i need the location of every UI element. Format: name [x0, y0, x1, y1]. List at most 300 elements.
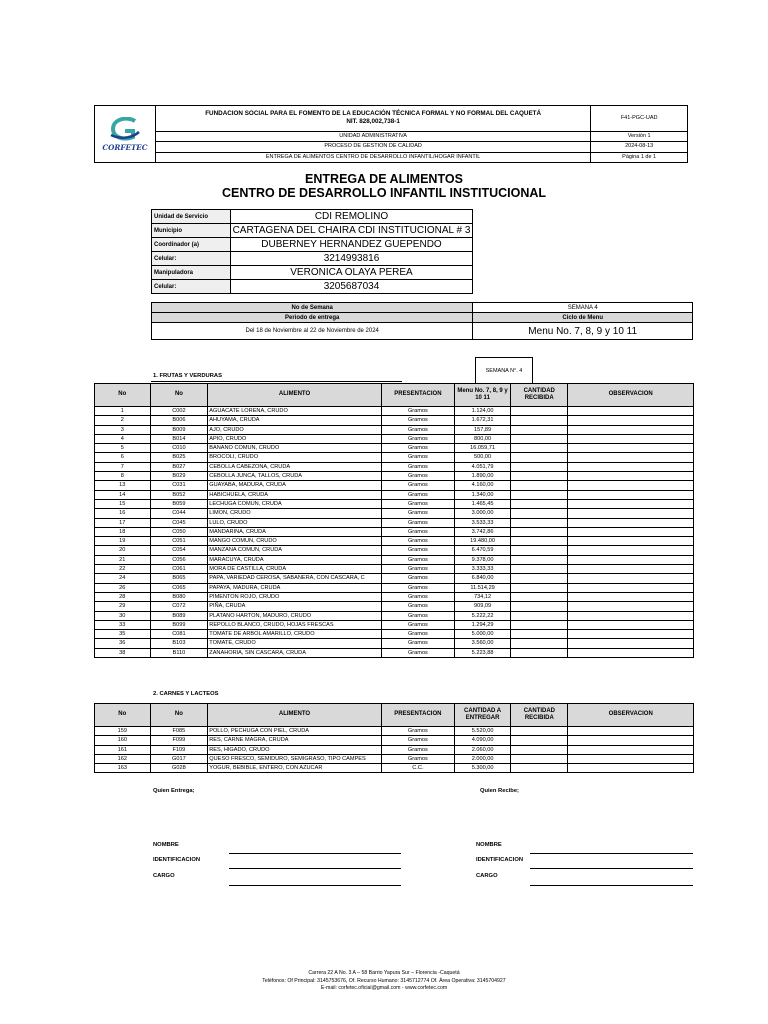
observation-cell[interactable]: [568, 499, 694, 508]
week-number-header: No de Semana: [152, 303, 473, 313]
row-number: 16: [95, 509, 151, 518]
observation-cell[interactable]: [568, 727, 694, 736]
column-header: OBSERVACION: [568, 704, 694, 727]
received-quantity-cell[interactable]: [511, 602, 568, 611]
info-value: CDI REMOLINO: [231, 210, 473, 224]
observation-cell[interactable]: [568, 736, 694, 745]
presentation: Gramos: [381, 574, 454, 583]
observation-cell[interactable]: [568, 462, 694, 471]
observation-cell[interactable]: [568, 592, 694, 601]
food-name: PAPAYA, MADURA, CRUDA: [208, 583, 382, 592]
column-header: OBSERVACION: [568, 384, 694, 407]
received-quantity-cell[interactable]: [511, 620, 568, 629]
table-row: [95, 462, 694, 471]
column-header: No: [95, 704, 151, 727]
presentation: Gramos: [381, 639, 454, 648]
food-code: C044: [150, 509, 208, 518]
received-quantity-cell[interactable]: [511, 518, 568, 527]
food-code: F099: [150, 736, 208, 745]
received-quantity-cell[interactable]: [511, 481, 568, 490]
observation-cell[interactable]: [568, 434, 694, 443]
quantity: 1.124,00: [455, 407, 511, 416]
food-name: LIMON, CRUDO: [208, 509, 382, 518]
page-label: Página 1 de 1: [591, 152, 688, 162]
row-number: 38: [95, 648, 151, 657]
table-header-row: [95, 384, 694, 407]
column-header: PRESENTACION: [381, 704, 454, 727]
info-label: Celular:: [152, 280, 231, 294]
quantity: 4.051,79: [455, 462, 511, 471]
observation-cell[interactable]: [568, 453, 694, 462]
food-name: MANDARINA, CRUDA: [208, 527, 382, 536]
delivered-by-label: Quien Entrega;: [153, 788, 195, 794]
quantity: 3.000,00: [455, 509, 511, 518]
observation-cell[interactable]: [568, 537, 694, 546]
row-number: 162: [95, 754, 151, 763]
row-number: 26: [95, 583, 151, 592]
row-number: 4: [95, 434, 151, 443]
received-quantity-cell[interactable]: [511, 592, 568, 601]
received-quantity-cell[interactable]: [511, 630, 568, 639]
presentation: Gramos: [381, 630, 454, 639]
food-code: B014: [150, 434, 208, 443]
quantity: 3.533,33: [455, 518, 511, 527]
food-code: B110: [150, 648, 208, 657]
food-code: C002: [150, 407, 208, 416]
received-quantity-cell[interactable]: [511, 555, 568, 564]
quantity: 2.060,00: [454, 745, 510, 754]
table-row: [95, 592, 694, 601]
table-row: [95, 527, 694, 536]
section-underline: [151, 381, 402, 382]
food-code: B006: [150, 416, 208, 425]
received-quantity-cell[interactable]: [511, 462, 568, 471]
deliverer-id-line[interactable]: [229, 868, 401, 869]
received-quantity-cell[interactable]: [511, 546, 568, 555]
presentation: Gramos: [381, 537, 454, 546]
section-meat-title: 2. CARNES Y LACTEOS: [153, 691, 219, 697]
observation-cell[interactable]: [568, 565, 694, 574]
receiver-id-label: IDENTIFICACION: [476, 857, 524, 863]
row-number: 3: [95, 425, 151, 434]
page-subtitle: CENTRO DE DESARROLLO INFANTIL INSTITUCIONAL: [221, 186, 547, 200]
observation-cell[interactable]: [568, 509, 694, 518]
food-name: YOGUR, BEBIBLE, ENTERO, CON AZUCAR: [208, 764, 382, 773]
presentation: Gramos: [381, 648, 454, 657]
table-row: [95, 736, 694, 745]
food-code: B065: [150, 574, 208, 583]
observation-cell[interactable]: [568, 745, 694, 754]
observation-cell[interactable]: [568, 574, 694, 583]
quantity: 1.465,45: [455, 499, 511, 508]
presentation: Gramos: [381, 745, 454, 754]
food-code: C072: [150, 602, 208, 611]
received-quantity-cell[interactable]: [511, 745, 568, 754]
row-number: 22: [95, 565, 151, 574]
received-quantity-cell[interactable]: [511, 527, 568, 536]
quantity: 1.294,29: [455, 620, 511, 629]
received-quantity-cell[interactable]: [511, 648, 568, 657]
footer: [0, 970, 768, 993]
observation-cell[interactable]: [568, 527, 694, 536]
info-value: CARTAGENA DEL CHAIRA CDI INSTITUCIONAL # 3: [231, 224, 473, 238]
section-fruits-title: 1. FRUTAS Y VERDURAS: [153, 373, 222, 379]
quantity: 909,09: [455, 602, 511, 611]
table-row: [95, 620, 694, 629]
deliverer-id-label: IDENTIFICACION: [153, 857, 201, 863]
deliverer-name-line[interactable]: [229, 853, 401, 854]
table-row: [95, 546, 694, 555]
table-row: [95, 574, 694, 583]
presentation: Gramos: [381, 425, 454, 434]
quantity: 1.890,00: [455, 472, 511, 481]
column-header: No: [150, 704, 208, 727]
observation-cell[interactable]: [568, 407, 694, 416]
week-box: SEMANA N°. 4: [475, 357, 533, 385]
corfetec-logo: [95, 117, 155, 151]
table-row: [95, 754, 694, 763]
table-row: [95, 602, 694, 611]
quantity: 800,00: [455, 434, 511, 443]
observation-cell[interactable]: [568, 490, 694, 499]
table-row: [95, 472, 694, 481]
table-header-row: [95, 704, 694, 727]
presentation: Gramos: [381, 565, 454, 574]
observation-cell[interactable]: [568, 620, 694, 629]
presentation: Gramos: [381, 444, 454, 453]
period-header: Periodo de entrega: [152, 313, 473, 323]
received-by-label: Quien Recibe;: [480, 788, 519, 794]
received-quantity-cell[interactable]: [511, 434, 568, 443]
info-label: Manipuladora: [152, 266, 231, 280]
row-number: 7: [95, 462, 151, 471]
row-number: 1: [95, 407, 151, 416]
footer-email: E-mail: corfetec.oficial@gmail.com - www.corfetec.com: [320, 985, 448, 992]
row-number: 8: [95, 472, 151, 481]
quantity: 5.520,00: [454, 727, 510, 736]
column-header: CANTIDAD A ENTREGAR: [454, 704, 510, 727]
quantity: 3.560,00: [455, 639, 511, 648]
presentation: Gramos: [381, 416, 454, 425]
row-number: 24: [95, 574, 151, 583]
food-name: QUESO FRESCO, SEMIDURO, SEMIGRASO, TIPO CAMPES: [208, 754, 382, 763]
table-row: [95, 745, 694, 754]
row-number: 15: [95, 499, 151, 508]
food-code: C045: [150, 518, 208, 527]
food-code: G028: [150, 764, 208, 773]
received-quantity-cell[interactable]: [511, 472, 568, 481]
quantity: 6.840,00: [455, 574, 511, 583]
row-number: 18: [95, 527, 151, 536]
received-quantity-cell[interactable]: [511, 444, 568, 453]
food-code: F085: [150, 727, 208, 736]
food-name: BANANO COMUN, CRUDO: [208, 444, 382, 453]
food-name: PLATANO HARTON, MADURO, CRUDO: [208, 611, 382, 620]
food-name: RES, HIGADO, CRUDO: [208, 745, 382, 754]
observation-cell[interactable]: [568, 648, 694, 657]
quantity: 5.000,00: [455, 630, 511, 639]
row-number: 29: [95, 602, 151, 611]
column-header: ALIMENTO: [208, 384, 382, 407]
food-code: B009: [150, 425, 208, 434]
week-number-value: SEMANA 4: [473, 303, 693, 313]
received-quantity-cell[interactable]: [511, 416, 568, 425]
info-label: Celular:: [152, 252, 231, 266]
row-number: 14: [95, 490, 151, 499]
row-number: 17: [95, 518, 151, 527]
presentation: Gramos: [381, 462, 454, 471]
food-name: PAPA, VARIEDAD CEROSA, SABANERA, CON CASCARA, C: [208, 574, 382, 583]
table-row: [95, 434, 694, 443]
row-number: 30: [95, 611, 151, 620]
receiver-role-label: CARGO: [476, 873, 498, 879]
received-quantity-cell[interactable]: [511, 764, 568, 773]
food-code: B052: [150, 490, 208, 499]
table-row: [95, 509, 694, 518]
receiver-id-line[interactable]: [530, 868, 693, 869]
row-number: 20: [95, 546, 151, 555]
row-number: 6: [95, 453, 151, 462]
food-code: B103: [150, 639, 208, 648]
quantity: 3.742,86: [455, 527, 511, 536]
food-name: RES, CARNE MAGRA, CRUDA: [208, 736, 382, 745]
menu-cycle-header: Ciclo de Menu: [473, 313, 693, 323]
received-quantity-cell[interactable]: [511, 574, 568, 583]
table-row: [95, 611, 694, 620]
presentation: Gramos: [381, 490, 454, 499]
row-number: 5: [95, 444, 151, 453]
food-code: C065: [150, 583, 208, 592]
quantity: 157,89: [455, 425, 511, 434]
table-row: [95, 555, 694, 564]
subject-label: ENTREGA DE ALIMENTOS CENTRO DE DESARROLLO INFANTIL/HOGAR INFANTIL: [155, 152, 590, 162]
food-code: C056: [150, 555, 208, 564]
footer-address: Carrera 22 A No. 3 A – 58 Barrio Yapura Sur – Florencia -Caquetá: [308, 970, 460, 976]
info-row: [152, 280, 473, 294]
presentation: Gramos: [381, 611, 454, 620]
received-quantity-cell[interactable]: [511, 583, 568, 592]
food-name: TOMATE, CRUDO: [208, 639, 382, 648]
logo-swoosh-icon: [105, 117, 145, 141]
row-number: 33: [95, 620, 151, 629]
document-code: F41-PGC-UAD: [591, 106, 688, 132]
received-quantity-cell[interactable]: [511, 736, 568, 745]
quantity: 11.514,29: [455, 583, 511, 592]
receiver-name-line[interactable]: [530, 853, 693, 854]
food-name: LULO, CRUDO: [208, 518, 382, 527]
food-name: PIMENTON ROJO, CRUDO: [208, 592, 382, 601]
observation-cell[interactable]: [568, 518, 694, 527]
observation-cell[interactable]: [568, 481, 694, 490]
observation-cell[interactable]: [568, 639, 694, 648]
info-value: 3214993816: [231, 252, 473, 266]
received-quantity-cell[interactable]: [511, 565, 568, 574]
food-name: BROCOLI, CRUDO: [208, 453, 382, 462]
receiver-name-label: NOMBRE: [476, 842, 502, 848]
quantity: 4.160,00: [455, 481, 511, 490]
food-code: B029: [150, 472, 208, 481]
received-quantity-cell[interactable]: [511, 407, 568, 416]
row-number: 13: [95, 481, 151, 490]
row-number: 36: [95, 639, 151, 648]
food-name: AHUYAMA, CRUDA: [208, 416, 382, 425]
presentation: Gramos: [381, 736, 454, 745]
table-row: [95, 453, 694, 462]
info-label: Unidad de Servicio: [152, 210, 231, 224]
version-label: Versión 1: [591, 131, 688, 141]
quantity: 9.378,00: [455, 555, 511, 564]
column-header: PRESENTACION: [381, 384, 454, 407]
presentation: Gramos: [381, 434, 454, 443]
food-code: B099: [150, 620, 208, 629]
received-quantity-cell[interactable]: [511, 537, 568, 546]
quantity: 1.672,31: [455, 416, 511, 425]
food-code: C010: [150, 444, 208, 453]
food-name: PIÑA, CRUDA: [208, 602, 382, 611]
table-row: [95, 425, 694, 434]
table-row: [95, 537, 694, 546]
food-code: C050: [150, 527, 208, 536]
logo-cell: [95, 106, 156, 163]
received-quantity-cell[interactable]: [511, 499, 568, 508]
food-code: C051: [150, 537, 208, 546]
food-name: MANZANA COMUN, CRUDA: [208, 546, 382, 555]
presentation: Gramos: [381, 555, 454, 564]
organization-name: [155, 106, 590, 132]
observation-cell[interactable]: [568, 472, 694, 481]
table-row: [95, 630, 694, 639]
column-header: CANTIDAD RECIBIDA: [511, 704, 568, 727]
quantity: 4.090,00: [454, 736, 510, 745]
page-title: ENTREGA DE ALIMENTOS: [305, 172, 463, 186]
table-row: [95, 727, 694, 736]
observation-cell[interactable]: [568, 611, 694, 620]
presentation: Gramos: [381, 602, 454, 611]
observation-cell[interactable]: [568, 754, 694, 763]
quantity: 19.480,00: [455, 537, 511, 546]
quantity: 6.470,59: [455, 546, 511, 555]
deliverer-name-label: NOMBRE: [153, 842, 179, 848]
info-row: [152, 238, 473, 252]
food-name: REPOLLO BLANCO, CRUDO, HOJAS FRESCAS: [208, 620, 382, 629]
observation-cell[interactable]: [568, 546, 694, 555]
food-code: B027: [150, 462, 208, 471]
presentation: Gramos: [381, 481, 454, 490]
presentation: Gramos: [381, 592, 454, 601]
column-header: No: [150, 384, 208, 407]
table-row: [95, 518, 694, 527]
process-label: PROCESO DE GESTION DE CALIDAD: [155, 142, 590, 152]
observation-cell[interactable]: [568, 425, 694, 434]
table-row: [95, 764, 694, 773]
observation-cell[interactable]: [568, 764, 694, 773]
row-number: 19: [95, 537, 151, 546]
info-row: [152, 252, 473, 266]
column-header: ALIMENTO: [208, 704, 382, 727]
deliverer-role-label: CARGO: [153, 873, 175, 879]
presentation: Gramos: [381, 527, 454, 536]
info-label: Municipio: [152, 224, 231, 238]
table-row: [95, 499, 694, 508]
received-quantity-cell[interactable]: [511, 727, 568, 736]
row-number: 160: [95, 736, 151, 745]
received-quantity-cell[interactable]: [511, 639, 568, 648]
document-header: [94, 105, 688, 163]
quantity: 5.300,00: [454, 764, 510, 773]
food-name: AGUACATE LORENA, CRUDO: [208, 407, 382, 416]
quantity: 5.222,22: [455, 611, 511, 620]
received-quantity-cell[interactable]: [511, 754, 568, 763]
table-row: [95, 416, 694, 425]
presentation: Gramos: [381, 518, 454, 527]
food-name: LECHUGA COMUN, CRUDA: [208, 499, 382, 508]
info-row: [152, 210, 473, 224]
presentation: Gramos: [381, 546, 454, 555]
meat-dairy-table: [94, 703, 694, 773]
received-quantity-cell[interactable]: [511, 509, 568, 518]
received-quantity-cell[interactable]: [511, 611, 568, 620]
table-row: [95, 639, 694, 648]
observation-cell[interactable]: [568, 602, 694, 611]
food-code: C054: [150, 546, 208, 555]
food-name: CEBOLLA JUNCA, TALLOS, CRUDA: [208, 472, 382, 481]
received-quantity-cell[interactable]: [511, 453, 568, 462]
food-code: F109: [150, 745, 208, 754]
presentation: Gramos: [381, 407, 454, 416]
deliverer-role-line[interactable]: [229, 885, 401, 886]
food-code: G017: [150, 754, 208, 763]
date-label: 2024-08-13: [591, 142, 688, 152]
observation-cell[interactable]: [568, 416, 694, 425]
presentation: Gramos: [381, 583, 454, 592]
presentation: Gramos: [381, 472, 454, 481]
quantity: 734,12: [455, 592, 511, 601]
food-code: C031: [150, 481, 208, 490]
food-name: ZANAHORIA, SIN CASCARA, CRUDA: [208, 648, 382, 657]
observation-cell[interactable]: [568, 444, 694, 453]
delivery-period: Del 18 de Noviembre al 22 de Noviembre de 2024: [152, 323, 473, 340]
presentation: Gramos: [381, 620, 454, 629]
table-row: [95, 648, 694, 657]
fruits-table: [94, 383, 694, 658]
observation-cell[interactable]: [568, 630, 694, 639]
table-row: [95, 407, 694, 416]
observation-cell[interactable]: [568, 583, 694, 592]
row-number: 21: [95, 555, 151, 564]
table-row: [95, 444, 694, 453]
food-code: C061: [150, 565, 208, 574]
quantity: 1.340,00: [455, 490, 511, 499]
quantity: 16.059,71: [455, 444, 511, 453]
receiver-role-line[interactable]: [530, 885, 693, 886]
food-name: HABICHUELA, CRUDA: [208, 490, 382, 499]
received-quantity-cell[interactable]: [511, 425, 568, 434]
info-value: 3205687034: [231, 280, 473, 294]
quantity: 3.333,33: [455, 565, 511, 574]
row-number: 161: [95, 745, 151, 754]
food-name: MANGO COMUN, CRUDO: [208, 537, 382, 546]
row-number: 159: [95, 727, 151, 736]
food-code: B059: [150, 499, 208, 508]
presentation: Gramos: [381, 754, 454, 763]
food-name: TOMATE DE ARBOL AMARILLO, CRUDO: [208, 630, 382, 639]
logo-text: CORFETEC: [102, 142, 148, 152]
food-code: B089: [150, 611, 208, 620]
presentation: Gramos: [381, 727, 454, 736]
column-header: CANTIDAD RECIBIDA: [511, 384, 568, 407]
observation-cell[interactable]: [568, 555, 694, 564]
received-quantity-cell[interactable]: [511, 490, 568, 499]
